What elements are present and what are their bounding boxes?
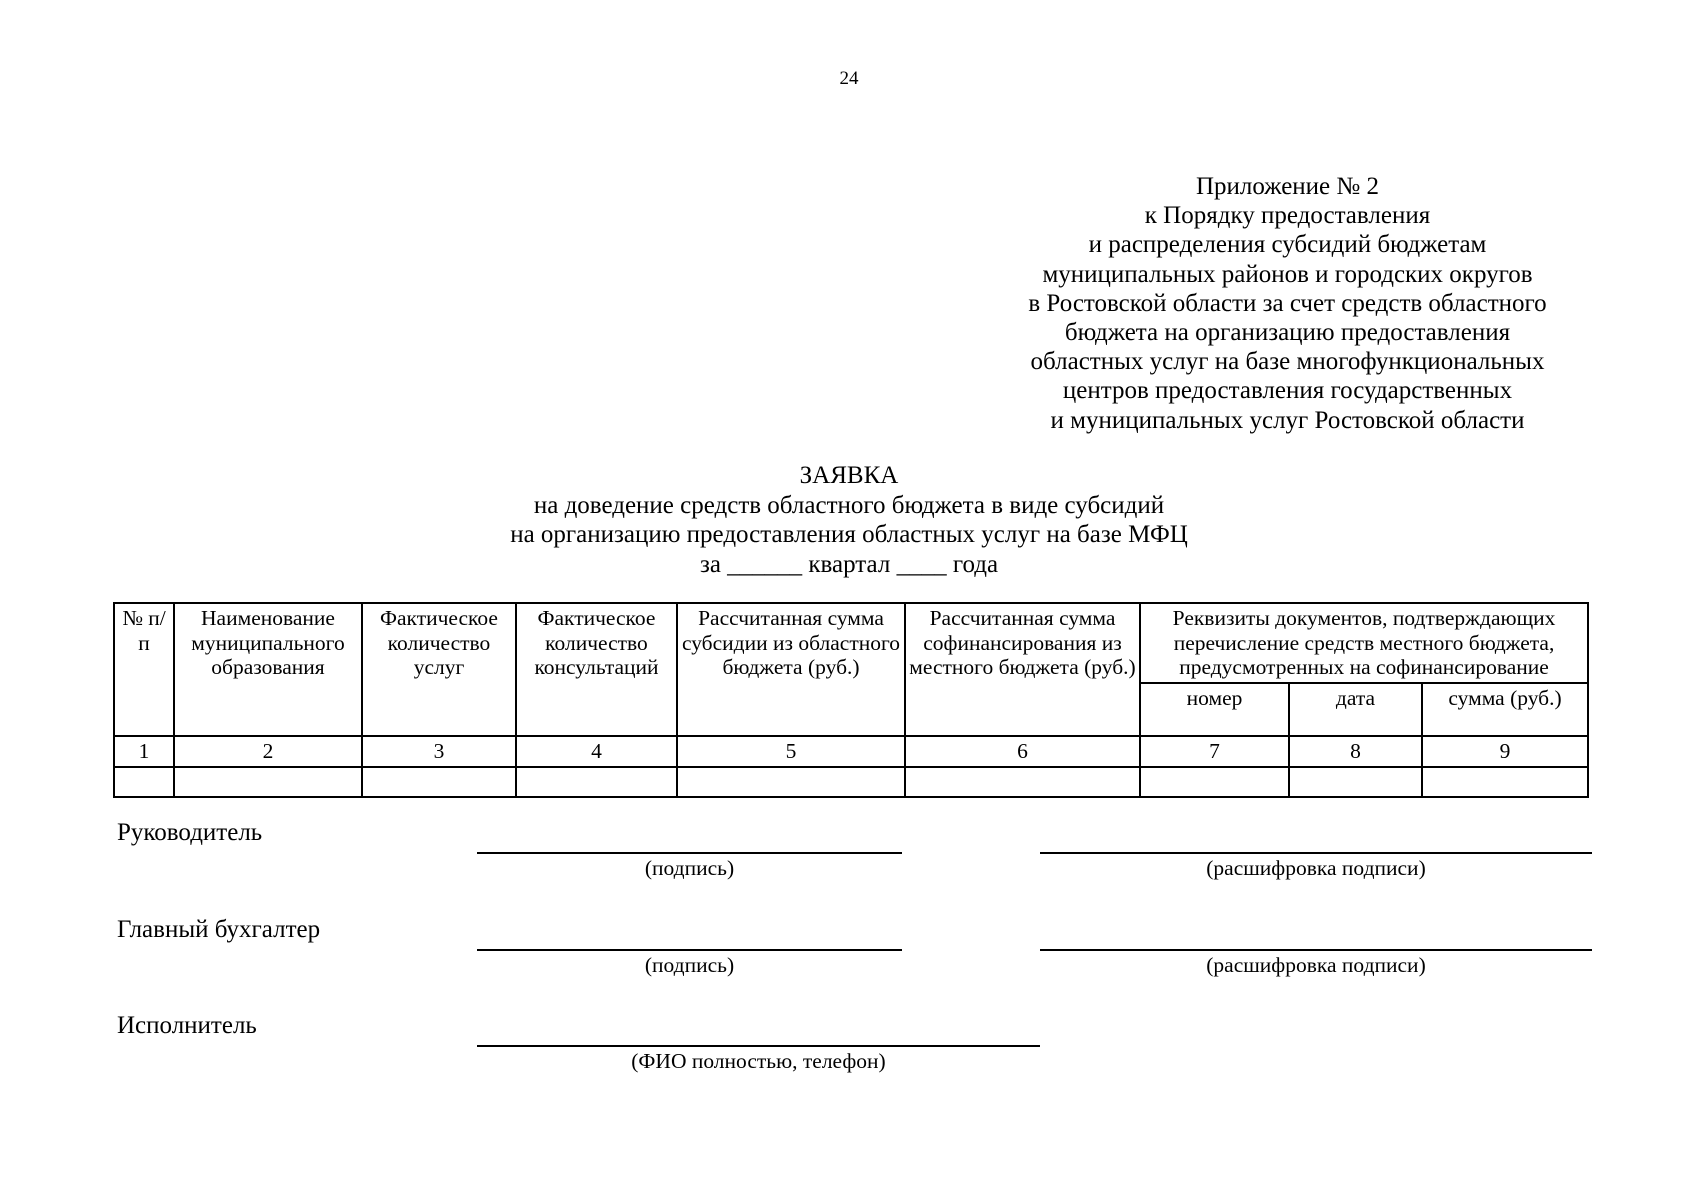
- chief-accountant-signature-caption: (подпись): [644, 953, 735, 977]
- column-number: 2: [174, 736, 362, 767]
- column-header-services-count: Фактическое количество услуг: [362, 603, 516, 736]
- document-title-block: [0, 461, 1698, 579]
- column-number: 4: [516, 736, 677, 767]
- column-number: 3: [362, 736, 516, 767]
- column-header-regional-subsidy: Рассчитанная сумма субсидии из областного бюджета (руб.): [677, 603, 905, 736]
- table-cell[interactable]: [1422, 767, 1588, 797]
- table-cell[interactable]: [516, 767, 677, 797]
- head-signature-line[interactable]: [477, 852, 902, 854]
- page-number: 24: [839, 68, 859, 89]
- table-row: [114, 767, 1588, 797]
- executor-line[interactable]: [477, 1045, 1040, 1047]
- column-number: 8: [1289, 736, 1422, 767]
- application-table: [113, 602, 1589, 798]
- column-header-doc-date: дата: [1289, 683, 1422, 736]
- appendix-line: в Ростовской области за счет средств областного: [1028, 289, 1547, 317]
- appendix-line: бюджета на организацию предоставления: [1064, 319, 1511, 347]
- appendix-line: к Порядку предоставления: [1144, 202, 1431, 230]
- executor-label: Исполнитель: [117, 1012, 257, 1039]
- head-signature-caption: (подпись): [644, 856, 735, 880]
- table-cell[interactable]: [174, 767, 362, 797]
- column-header-municipality: Наименование муниципального образования: [174, 603, 362, 736]
- head-label: Руководитель: [117, 819, 263, 846]
- table-cell[interactable]: [677, 767, 905, 797]
- appendix-line: и муниципальных услуг Ростовской области: [1050, 406, 1525, 434]
- column-header-number: № п/п: [114, 603, 174, 736]
- appendix-line: муниципальных районов и городских округов: [1042, 260, 1533, 288]
- column-number: 7: [1140, 736, 1289, 767]
- appendix-line: областных услуг на базе многофункциональных: [1030, 348, 1545, 376]
- appendix-line: Приложение № 2: [1195, 173, 1380, 200]
- column-number: 1: [114, 736, 174, 767]
- column-header-document-details: Реквизиты документов, подтверждающих перечисление средств местного бюджета, предусмотренных на софинансирование: [1140, 603, 1588, 683]
- head-decoding-caption: (расшифровка подписи): [1206, 856, 1426, 880]
- chief-accountant-label: Главный бухгалтер: [117, 916, 321, 943]
- executor-caption: (ФИО полностью, телефон): [631, 1049, 886, 1073]
- head-decoding-line[interactable]: [1040, 852, 1592, 854]
- table-header-row: [114, 603, 1588, 683]
- table-cell[interactable]: [905, 767, 1140, 797]
- appendix-block: [975, 172, 1600, 435]
- document-subtitle-line: на доведение средств областного бюджета в виде субсидий: [533, 491, 1165, 519]
- column-header-doc-sum: сумма (руб.): [1422, 683, 1588, 736]
- table-cell[interactable]: [362, 767, 516, 797]
- column-number: 5: [677, 736, 905, 767]
- document-period-line: за ______ квартал ____ года: [699, 550, 999, 578]
- column-number: 6: [905, 736, 1140, 767]
- column-header-doc-number: номер: [1140, 683, 1289, 736]
- column-number-row: [114, 736, 1588, 767]
- table-cell[interactable]: [114, 767, 174, 797]
- chief-accountant-decoding-line[interactable]: [1040, 949, 1592, 951]
- column-number: 9: [1422, 736, 1588, 767]
- document-title: ЗАЯВКА: [799, 462, 899, 489]
- chief-accountant-signature-line[interactable]: [477, 949, 902, 951]
- chief-accountant-decoding-caption: (расшифровка подписи): [1206, 953, 1426, 977]
- appendix-line: и распределения субсидий бюджетам: [1088, 231, 1487, 259]
- document-subtitle-line: на организацию предоставления областных услуг на базе МФЦ: [510, 521, 1188, 548]
- table-cell[interactable]: [1289, 767, 1422, 797]
- column-header-consultations-count: Фактическое количество консультаций: [516, 603, 677, 736]
- appendix-line: центров предоставления государственных: [1062, 377, 1513, 405]
- column-header-local-cofinancing: Рассчитанная сумма софинансирования из местного бюджета (руб.): [905, 603, 1140, 736]
- table-cell[interactable]: [1140, 767, 1289, 797]
